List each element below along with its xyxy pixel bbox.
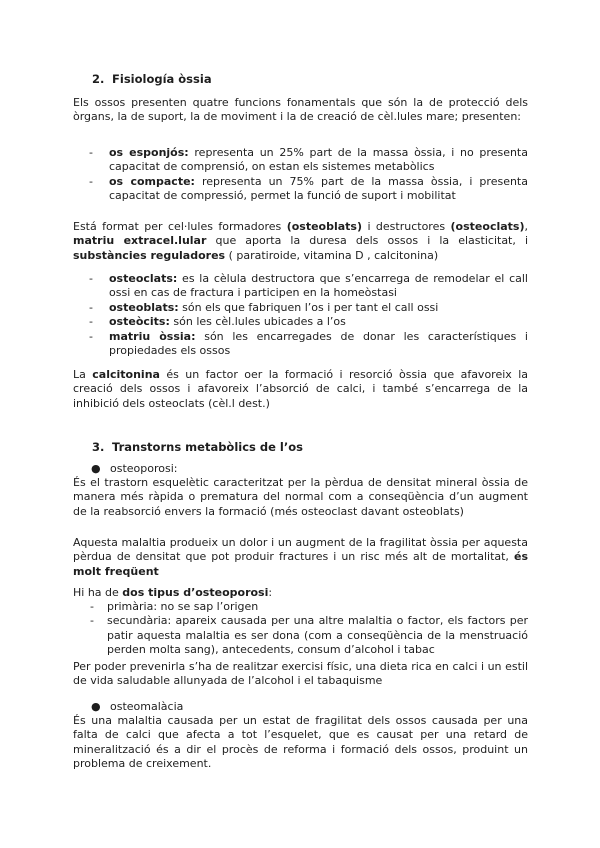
list-item: - os esponjós: representa un 25% part de la massa òssia, i no presenta capacitat de comprensió, on estan els sistemes metabòlics — [73, 146, 528, 175]
list-item: - osteòcits: són les cèl.lules ubicades a l’os — [73, 315, 528, 329]
bullet-icon: ● — [91, 462, 101, 475]
osteoporosis-heading: ● osteoporosi: — [91, 462, 178, 475]
section-2-heading — [92, 72, 547, 86]
calcitonin-paragraph: La calcitonina és un factor oer la formació i resorció òssia que afavoreix la creació dels ossos i afavoreix l’absorció de calci, i també s’encarrega de la inhibició dels osteoclats (cèl.l dest.) — [73, 368, 528, 410]
functions-paragraph: Els ossos presenten quatre funcions fonamentals que són la de protecció dels òrgans, la de suport, la de moviment i la de creació de cèl.lules mare; presenten: — [73, 96, 528, 124]
section-3-title: Transtorns metabòlics de l’os — [112, 440, 303, 454]
list-item: - os compacte: representa un 75% part de la massa òssia, i presenta capacitat de compressió, permet la funció de suport i mobilitat — [73, 175, 528, 204]
cells-list — [73, 272, 528, 358]
list-item: - secundària: apareix causada per una altre malaltia o factor, els factors per patir aquesta malaltia es ser dona (com a conseqüència de la menstruació perden molta sang), antecedents, consum d’alcohol i tabac — [73, 614, 528, 657]
composition-paragraph: Está format per cel·lules formadores (osteoblats) i destructores (osteoclats), matriu extracel.lular que aporta la duresa dels ossos i la elasticitat, i substàncies reguladores ( paratiroide, vitamina D , calcitonina) — [73, 220, 529, 262]
section-2-title: Fisiología òssia — [112, 72, 212, 86]
osteoporosis-types-intro: Hi ha de dos tipus d’osteoporosi: — [73, 586, 273, 599]
osteomalacia-heading: ● osteomalàcia — [91, 700, 184, 713]
section-2-number: 2. — [92, 72, 105, 86]
section-3-heading — [92, 440, 547, 454]
osteoporosis-definition: És el trastorn esquelètic caracteritzat per la pèrdua de densitat mineral òssia de manera més ràpida o prematura del normal com a conseqüència d’un augment de la reabsorció envers la formació (més osteoclast davant osteoblats) — [73, 476, 528, 518]
osteomalacia-definition: És una malaltia causada per un estat de fragilitat dels ossos causada per una falta de calci que afecta a tot l’esquelet, que es causat per una retard de mineralització és a dir el procès de reforma i formació dels ossos, produint un problema de creixement. — [73, 714, 528, 771]
bullet-icon: ● — [91, 700, 101, 713]
list-item: - osteoclats: es la cèlula destructora que s’encarrega de remodelar el call ossi en cas de fractura i participen en la homeòstasi — [73, 272, 528, 301]
osteoporosis-effects: Aquesta malaltia produeix un dolor i un augment de la fragilitat òssia per aquesta pèrdua de densitat que pot produir fractures i un risc més alt de mortalitat, és molt freqüent — [73, 536, 528, 578]
osteoporosis-types-list — [73, 600, 528, 658]
list-item: - matriu òssia: són les encarregades de donar les característiques i propiedades els ossos — [73, 330, 528, 359]
bone-types-list — [73, 146, 528, 204]
osteoporosis-prevention: Per poder prevenirla s’ha de realitzar exercisi físic, una dieta rica en calci i un estil de vida saludable allunyada de l’alcohol i el tabaquisme — [73, 660, 528, 688]
section-3-number: 3. — [92, 440, 105, 454]
list-item: - osteoblats: són els que fabriquen l’os i per tant el call ossi — [73, 301, 528, 315]
list-item: - primària: no se sap l’origen — [73, 600, 528, 614]
